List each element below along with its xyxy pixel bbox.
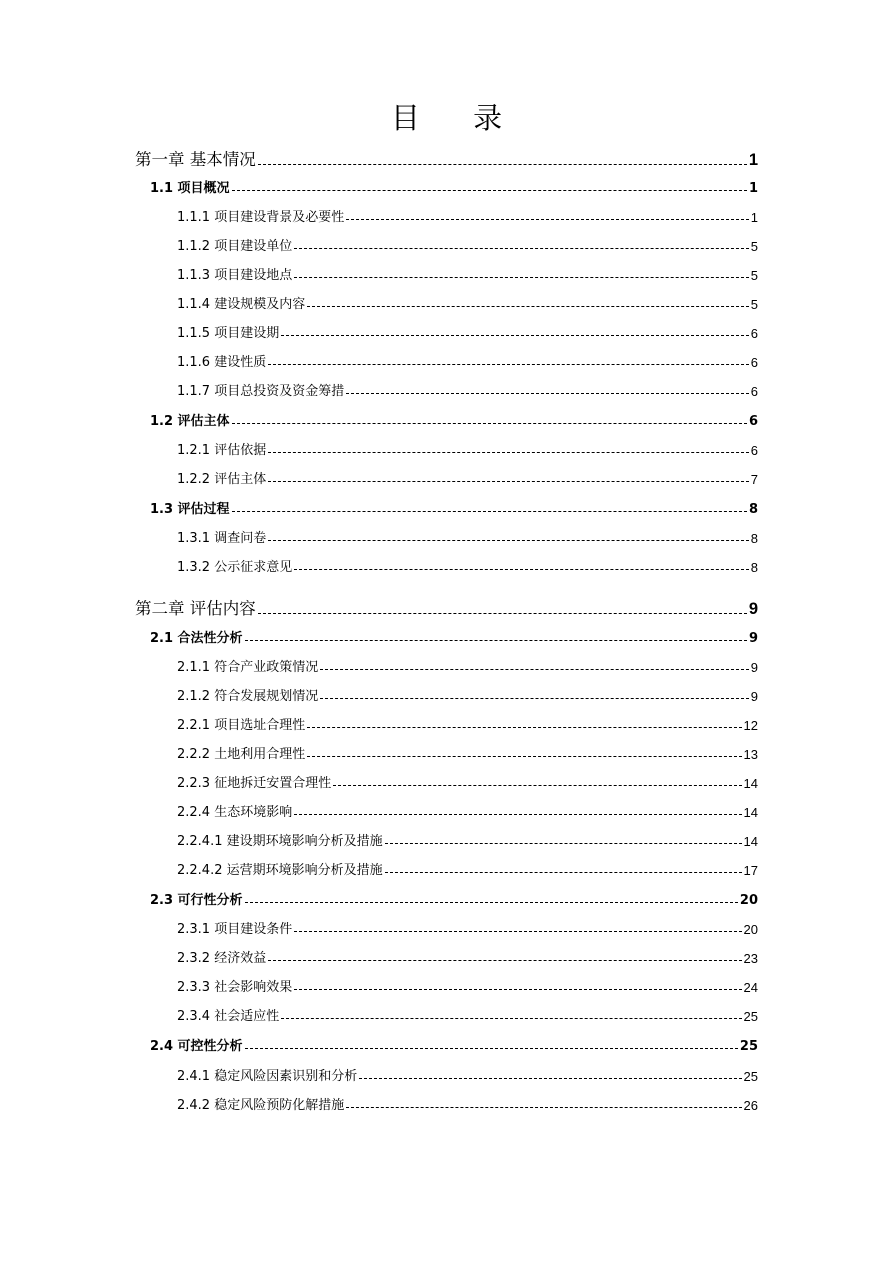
toc-leader <box>268 451 749 453</box>
toc-page-number: 6 <box>748 414 758 429</box>
toc-label: 2.2.1 项目选址合理性 <box>177 718 306 733</box>
toc-entry-2-3-3[interactable] <box>177 976 758 995</box>
toc-leader <box>258 163 747 165</box>
toc-leader <box>268 539 749 541</box>
toc-leader <box>307 305 749 307</box>
toc-page-number: 9 <box>748 600 758 618</box>
toc-page-number: 6 <box>750 443 758 458</box>
toc-leader <box>346 1106 741 1108</box>
toc-leader <box>385 842 742 844</box>
page-title: 目 录 <box>390 101 525 135</box>
toc-page-number: 14 <box>743 805 758 820</box>
toc-entry-1-3[interactable] <box>150 498 758 517</box>
toc-leader <box>245 901 738 903</box>
toc-entry-2-2-4[interactable] <box>177 801 758 820</box>
toc-label: 2.4.2 稳定风险预防化解措施 <box>177 1098 345 1113</box>
toc-label: 2.1.1 符合产业政策情况 <box>177 660 319 675</box>
toc-leader <box>281 334 749 336</box>
toc-label: 2.3.2 经济效益 <box>177 951 267 966</box>
toc-page-number: 9 <box>750 660 758 675</box>
toc-page-number: 6 <box>750 326 758 341</box>
toc-leader <box>245 1047 738 1049</box>
toc-leader <box>294 930 741 932</box>
toc-entry-2-1-2[interactable] <box>177 685 758 704</box>
toc-entry-1-1-4[interactable] <box>177 293 758 312</box>
toc-leader <box>294 568 749 570</box>
toc-label: 2.4 可控性分析 <box>150 1039 243 1054</box>
toc-page-number: 5 <box>750 268 758 283</box>
toc-entry-2-4-2[interactable] <box>177 1094 758 1113</box>
toc-entry-1-1-6[interactable] <box>177 351 758 370</box>
toc-leader <box>232 422 747 424</box>
toc-page-number: 25 <box>739 1039 758 1054</box>
toc-entry-2-3[interactable] <box>150 889 758 908</box>
toc-label: 2.2.4 生态环境影响 <box>177 805 293 820</box>
toc-label: 2.4.1 稳定风险因素识别和分析 <box>177 1069 358 1084</box>
toc-page-number: 5 <box>750 297 758 312</box>
toc-leader <box>294 247 749 249</box>
toc-leader <box>281 1017 741 1019</box>
toc-label: 1.1 项目概况 <box>150 181 230 196</box>
toc-leader <box>346 392 749 394</box>
toc-entry-1-3-1[interactable] <box>177 527 758 546</box>
toc-label: 1.1.6 建设性质 <box>177 355 267 370</box>
toc-label: 1.3 评估过程 <box>150 502 230 517</box>
toc-leader <box>307 755 741 757</box>
toc-page-number: 24 <box>743 980 758 995</box>
toc-leader <box>258 612 747 614</box>
toc-label: 2.2.4.2 运营期环境影响分析及措施 <box>177 863 383 878</box>
toc-label: 1.1.4 建设规模及内容 <box>177 297 306 312</box>
toc-entry-2-2-4-1[interactable] <box>177 830 758 849</box>
toc-entry-1-1-2[interactable] <box>177 235 758 254</box>
toc-leader <box>232 189 747 191</box>
toc-label: 1.2.2 评估主体 <box>177 472 267 487</box>
toc-label: 2.3 可行性分析 <box>150 893 243 908</box>
toc-leader <box>294 988 741 990</box>
toc-leader <box>268 959 741 961</box>
toc-label: 2.3.4 社会适应性 <box>177 1009 280 1024</box>
toc-entry-2-2-1[interactable] <box>177 714 758 733</box>
toc-entry-1-1-5[interactable] <box>177 322 758 341</box>
toc-entry-2-3-4[interactable] <box>177 1005 758 1024</box>
toc-page-number: 12 <box>743 718 758 733</box>
toc-leader <box>245 639 747 641</box>
toc-page-number: 25 <box>743 1069 758 1084</box>
toc-entry-2-4[interactable] <box>150 1035 758 1054</box>
toc-page-number: 9 <box>748 631 758 646</box>
toc-label: 2.3.3 社会影响效果 <box>177 980 293 995</box>
toc-entry-1-1-1[interactable] <box>177 206 758 225</box>
toc-entry-chapter-2[interactable] <box>135 595 758 619</box>
toc-page-number: 25 <box>743 1009 758 1024</box>
toc-page-number: 9 <box>750 689 758 704</box>
toc-entry-2-3-2[interactable] <box>177 947 758 966</box>
toc-page-number: 8 <box>750 531 758 546</box>
toc-leader <box>346 218 749 220</box>
toc-leader <box>268 480 749 482</box>
toc-leader <box>294 276 749 278</box>
toc-page-number: 5 <box>750 239 758 254</box>
toc-entry-2-1[interactable] <box>150 627 758 646</box>
toc-label: 2.3.1 项目建设条件 <box>177 922 293 937</box>
toc-label: 1.1.3 项目建设地点 <box>177 268 293 283</box>
toc-entry-2-4-1[interactable] <box>177 1065 758 1084</box>
toc-leader <box>320 668 749 670</box>
toc-page-number: 6 <box>750 384 758 399</box>
toc-entry-2-2-3[interactable] <box>177 772 758 791</box>
toc-entry-1-1-7[interactable] <box>177 380 758 399</box>
toc-leader <box>307 726 741 728</box>
toc-entry-chapter-1[interactable] <box>135 146 758 170</box>
toc-label: 第二章 评估内容 <box>135 599 256 618</box>
toc-page-number: 8 <box>748 502 758 517</box>
toc-label: 1.1.5 项目建设期 <box>177 326 280 341</box>
toc-page-number: 6 <box>750 355 758 370</box>
toc-entry-2-2-4-2[interactable] <box>177 859 758 878</box>
toc-leader <box>333 784 741 786</box>
toc-page-number: 1 <box>748 151 758 169</box>
toc-label: 1.1.1 项目建设背景及必要性 <box>177 210 345 225</box>
toc-page-number: 17 <box>743 863 758 878</box>
toc-label: 2.2.2 土地利用合理性 <box>177 747 306 762</box>
toc-page-number: 26 <box>743 1098 758 1113</box>
toc-entry-1-2-1[interactable] <box>177 439 758 458</box>
toc-page-number: 1 <box>748 181 758 196</box>
toc-leader <box>294 813 741 815</box>
toc-page-number: 20 <box>743 922 758 937</box>
toc-entry-2-2-2[interactable] <box>177 743 758 762</box>
toc-page-number: 14 <box>743 776 758 791</box>
toc-label: 1.2 评估主体 <box>150 414 230 429</box>
toc-leader <box>320 697 749 699</box>
toc-page-number: 14 <box>743 834 758 849</box>
toc-label: 2.1.2 符合发展规划情况 <box>177 689 319 704</box>
toc-entry-1-1[interactable] <box>150 177 758 196</box>
toc-page-number: 7 <box>750 472 758 487</box>
toc-leader <box>268 363 749 365</box>
toc-label: 1.3.2 公示征求意见 <box>177 560 293 575</box>
toc-entry-1-2[interactable] <box>150 410 758 429</box>
toc-label: 2.1 合法性分析 <box>150 631 243 646</box>
toc-label: 第一章 基本情况 <box>135 150 256 169</box>
toc-page-number: 23 <box>743 951 758 966</box>
toc-label: 2.2.3 征地拆迁安置合理性 <box>177 776 332 791</box>
toc-page-number: 1 <box>750 210 758 225</box>
toc-page-number: 8 <box>750 560 758 575</box>
toc-entry-1-1-3[interactable] <box>177 264 758 283</box>
toc-label: 1.1.7 项目总投资及资金筹措 <box>177 384 345 399</box>
toc-leader <box>359 1077 741 1079</box>
toc-label: 1.2.1 评估依据 <box>177 443 267 458</box>
toc-page-number: 13 <box>743 747 758 762</box>
toc-page-number: 20 <box>739 893 758 908</box>
toc-entry-2-1-1[interactable] <box>177 656 758 675</box>
toc-entry-1-3-2[interactable] <box>177 556 758 575</box>
toc-leader <box>385 871 742 873</box>
toc-entry-1-2-2[interactable] <box>177 468 758 487</box>
toc-label: 2.2.4.1 建设期环境影响分析及措施 <box>177 834 383 849</box>
toc-leader <box>232 510 747 512</box>
toc-entry-2-3-1[interactable] <box>177 918 758 937</box>
toc-label: 1.1.2 项目建设单位 <box>177 239 293 254</box>
toc-label: 1.3.1 调查问卷 <box>177 531 267 546</box>
